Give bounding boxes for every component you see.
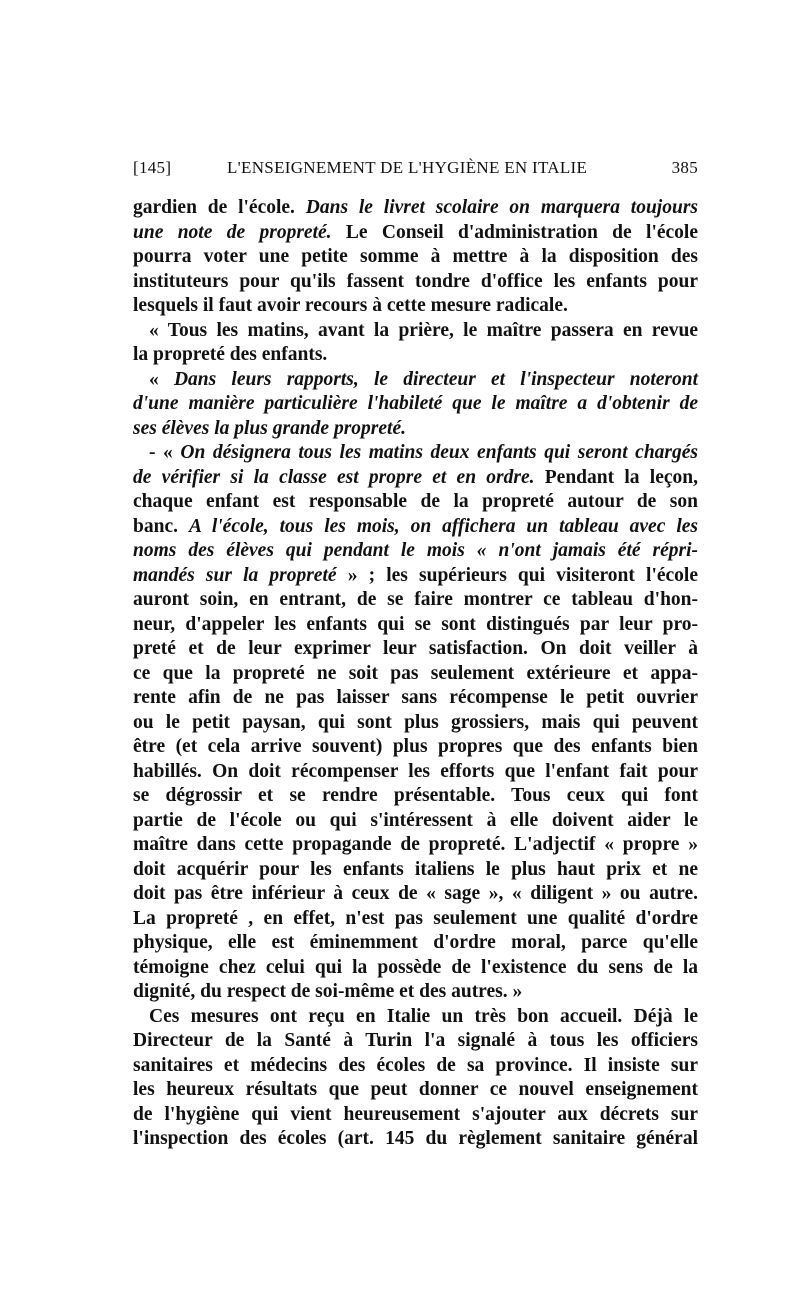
text-line	[133, 368, 698, 393]
text-line	[133, 907, 698, 932]
text-line	[133, 637, 698, 662]
text-line	[133, 1103, 698, 1128]
text-line	[133, 392, 698, 417]
text-line	[133, 1005, 698, 1030]
text-span: lesquels il faut avoir recours à cette mesure radicale.	[133, 295, 568, 316]
text-line	[133, 245, 698, 270]
italic-text: Dans leurs rapports, le directeur et l'inspecteur noteront	[173, 368, 698, 390]
text-span: partie de l'école ou qui s'intéressent à elle doivent aider le	[133, 809, 698, 831]
text-line	[133, 1029, 698, 1054]
text-span: habillés. On doit récompenser les efforts que l'enfant fait pour	[133, 760, 698, 782]
text-span: ce que la propreté ne soit pas seulement extérieure et appa-	[133, 662, 698, 684]
text-span: dignité, du respect de soi-même et des autres. »	[133, 981, 523, 1002]
running-header	[133, 158, 698, 182]
page-reference: [145]	[133, 158, 172, 177]
text-span: de l'hygiène qui vient heureusement s'ajouter aux décrets sur	[133, 1103, 698, 1125]
text-line	[133, 809, 698, 834]
text-line	[133, 1078, 698, 1103]
text-span: pourra voter une petite somme à mettre à la disposition des	[133, 246, 698, 267]
text-span: « Tous les matins, avant la prière, le maître passera en revue	[149, 319, 698, 341]
text-span: chaque enfant est responsable de la propreté autour de son	[133, 491, 698, 512]
text-line	[133, 490, 698, 515]
text-span: instituteurs pour qu'ils fassent tondre d'office les enfants pour	[133, 270, 698, 292]
italic-text: une note de propreté.	[133, 221, 332, 243]
text-line	[133, 221, 698, 246]
text-line	[133, 539, 698, 564]
text-span: auront soin, en entrant, de se faire montrer ce tableau d'hon-	[133, 589, 698, 610]
text-line	[133, 1054, 698, 1079]
text-span: sanitaires et médecins des écoles de sa province. Il insiste sur	[133, 1054, 698, 1076]
body-text	[133, 196, 698, 1152]
text-line	[133, 343, 698, 368]
italic-text: de vérifier si la classe est propre et en ordre.	[133, 466, 535, 488]
text-line	[133, 686, 698, 711]
text-line	[133, 417, 698, 442]
text-line	[133, 196, 698, 221]
text-line	[133, 294, 698, 319]
text-line	[133, 711, 698, 736]
text-span: La propreté , en effet, n'est pas seulement une qualité d'ordre	[133, 907, 698, 929]
text-span: preté et de leur exprimer leur satisfaction. On doit veiller à	[133, 638, 698, 659]
text-line	[133, 931, 698, 956]
text-line	[133, 564, 698, 589]
text-line	[133, 735, 698, 760]
text-span: les heureux résultats que peut donner ce nouvel enseignement	[133, 1079, 698, 1100]
italic-text: mandés sur la propreté	[133, 564, 337, 586]
text-span: Directeur de la Santé à Turin l'a signalé à tous les officiers	[133, 1030, 698, 1051]
italic-text: A l'école, tous les mois, on affichera un tableau avec les	[188, 515, 698, 537]
text-span: «	[149, 368, 174, 390]
text-span: être (et cela arrive souvent) plus propres que des enfants bien	[133, 736, 698, 757]
italic-text: ses élèves la plus grande propreté.	[133, 417, 406, 439]
text-line	[133, 980, 698, 1005]
text-span: Ces mesures ont reçu en Italie un très bon accueil. Déjà le	[149, 1005, 698, 1027]
text-span: maître dans cette propagande de propreté. L'adjectif « propre »	[133, 834, 698, 855]
italic-text: Dans le livret scolaire on marquera toujours	[305, 197, 698, 218]
text-span: la propreté des enfants.	[133, 344, 328, 365]
text-span: rente afin de ne pas laisser sans récompense le petit ouvrier	[133, 687, 698, 708]
text-span: ou le petit paysan, qui sont plus grossiers, mais qui peuvent	[133, 711, 698, 733]
page-number: 385	[671, 158, 698, 177]
text-line	[133, 760, 698, 785]
italic-text: noms des élèves qui pendant le mois « n'ont jamais été répri-	[133, 540, 698, 561]
text-span: l'inspection des écoles (art. 145 du règlement sanitaire général	[133, 1128, 698, 1149]
text-span: témoigne chez celui qui la possède de l'existence du sens de la	[133, 956, 698, 978]
text-line	[133, 270, 698, 295]
text-span: doit acquérir pour les enfants italiens le plus haut prix et ne	[133, 858, 698, 880]
text-span: Le Conseil d'administration de l'école	[331, 221, 698, 243]
text-span: » ; les supérieurs qui visiteront l'école	[336, 564, 698, 586]
text-line	[133, 882, 698, 907]
text-line	[133, 515, 698, 540]
text-line	[133, 662, 698, 687]
text-line	[133, 441, 698, 466]
text-line	[133, 833, 698, 858]
text-line	[133, 588, 698, 613]
text-span: banc.	[133, 515, 189, 537]
text-span: Pendant la leçon,	[534, 466, 698, 488]
text-line	[133, 319, 698, 344]
text-span: doit pas être inférieur à ceux de « sage », « diligent » ou autre.	[133, 883, 698, 904]
text-line	[133, 1127, 698, 1152]
text-span: physique, elle est éminemment d'ordre moral, parce qu'elle	[133, 932, 698, 953]
running-title: L'ENSEIGNEMENT DE L'HYGIÈNE EN ITALIE	[227, 158, 588, 177]
text-line	[133, 858, 698, 883]
text-line	[133, 956, 698, 981]
text-span: gardien de l'école.	[133, 197, 306, 218]
text-span: se dégrossir et se rendre présentable. Tous ceux qui font	[133, 785, 698, 806]
italic-text: d'une manière particulière l'habileté que le maître a d'obtenir de	[133, 393, 698, 414]
italic-text: On désignera tous les matins deux enfants qui seront chargés	[180, 442, 698, 463]
text-line	[133, 784, 698, 809]
text-line	[133, 613, 698, 638]
text-span: - «	[149, 442, 181, 463]
text-line	[133, 466, 698, 491]
text-span: neur, d'appeler les enfants qui se sont distingués par leur pro-	[133, 613, 698, 635]
